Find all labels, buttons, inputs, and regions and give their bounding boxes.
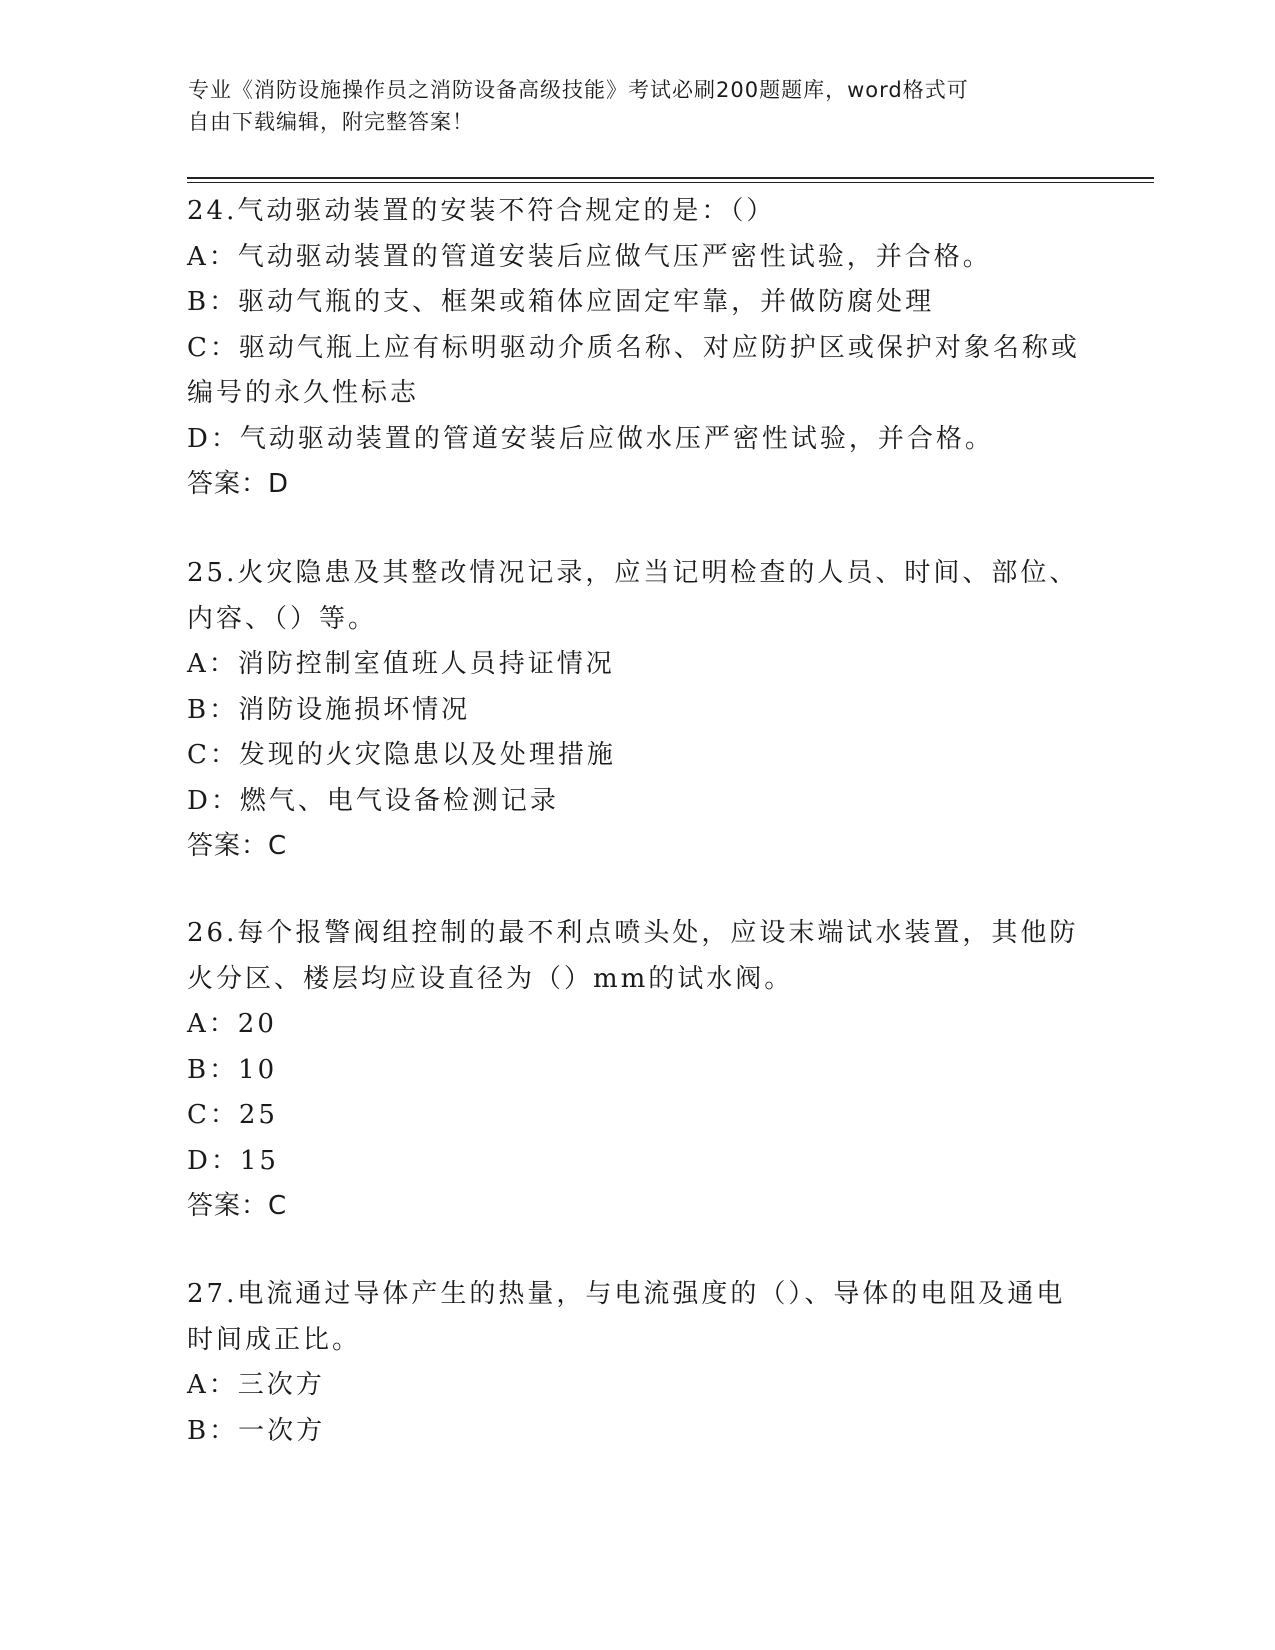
question-text: 26.每个报警阀组控制的最不利点喷头处，应设末端试水装置，其他防 <box>187 918 1079 948</box>
option-d: D：15 <box>187 1145 279 1176</box>
question-text: 25.火灾隐患及其整改情况记录，应当记明检查的人员、时间、部位、 <box>187 558 1079 588</box>
option-c: C：驱动气瓶上应有标明驱动介质名称、对应防护区或保护对象名称或 <box>187 332 1080 363</box>
header-rule-thin <box>187 182 1154 183</box>
option-a: A：消防控制室值班人员持证情况 <box>187 649 615 679</box>
question-text-continued: 火分区、楼层均应设直径为（）mm的试水阀。 <box>187 963 794 994</box>
option-b: B：消防设施损坏情况 <box>187 694 471 725</box>
answer: 答案：C <box>187 1191 288 1221</box>
header-line-1: 专业《消防设施操作员之消防设备高级技能》考试必刷200题题库，word格式可 <box>188 78 969 102</box>
question-text-continued: 内容、（）等。 <box>187 603 378 634</box>
question-text: 27.电流通过导体产生的热量，与电流强度的（）、导体的电阻及通电 <box>187 1279 1066 1309</box>
option-a: A：20 <box>187 1009 277 1039</box>
question-block-25 <box>187 551 1087 870</box>
header-line-2: 自由下载编辑，附完整答案！ <box>188 110 474 134</box>
option-c: C：25 <box>187 1100 278 1130</box>
question-text-continued: 时间成正比。 <box>187 1324 362 1355</box>
question-block-27 <box>187 1272 1087 1454</box>
option-b: B：一次方 <box>187 1415 326 1446</box>
document-header <box>188 74 1068 138</box>
answer: 答案：C <box>187 831 288 861</box>
option-d: D：燃气、电气设备检测记录 <box>187 785 559 816</box>
option-b: B：10 <box>187 1054 278 1085</box>
answer: 答案：D <box>187 469 290 499</box>
option-c: C：发现的火灾隐患以及处理措施 <box>187 740 616 770</box>
option-a: A：气动驱动装置的管道安装后应做气压严密性试验，并合格。 <box>187 241 992 272</box>
option-d: D：气动驱动装置的管道安装后应做水压严密性试验，并合格。 <box>187 423 994 454</box>
question-text: 24.气动驱动装置的安装不符合规定的是：（） <box>187 196 776 226</box>
option-b: B：驱动气瓶的支、框架或箱体应固定牢靠，并做防腐处理 <box>187 287 935 317</box>
header-rule-thick <box>187 177 1154 179</box>
option-a: A：三次方 <box>187 1370 325 1400</box>
question-block-24 <box>187 189 1087 508</box>
question-block-26 <box>187 911 1087 1230</box>
option-c-continued: 编号的永久性标志 <box>187 378 420 408</box>
